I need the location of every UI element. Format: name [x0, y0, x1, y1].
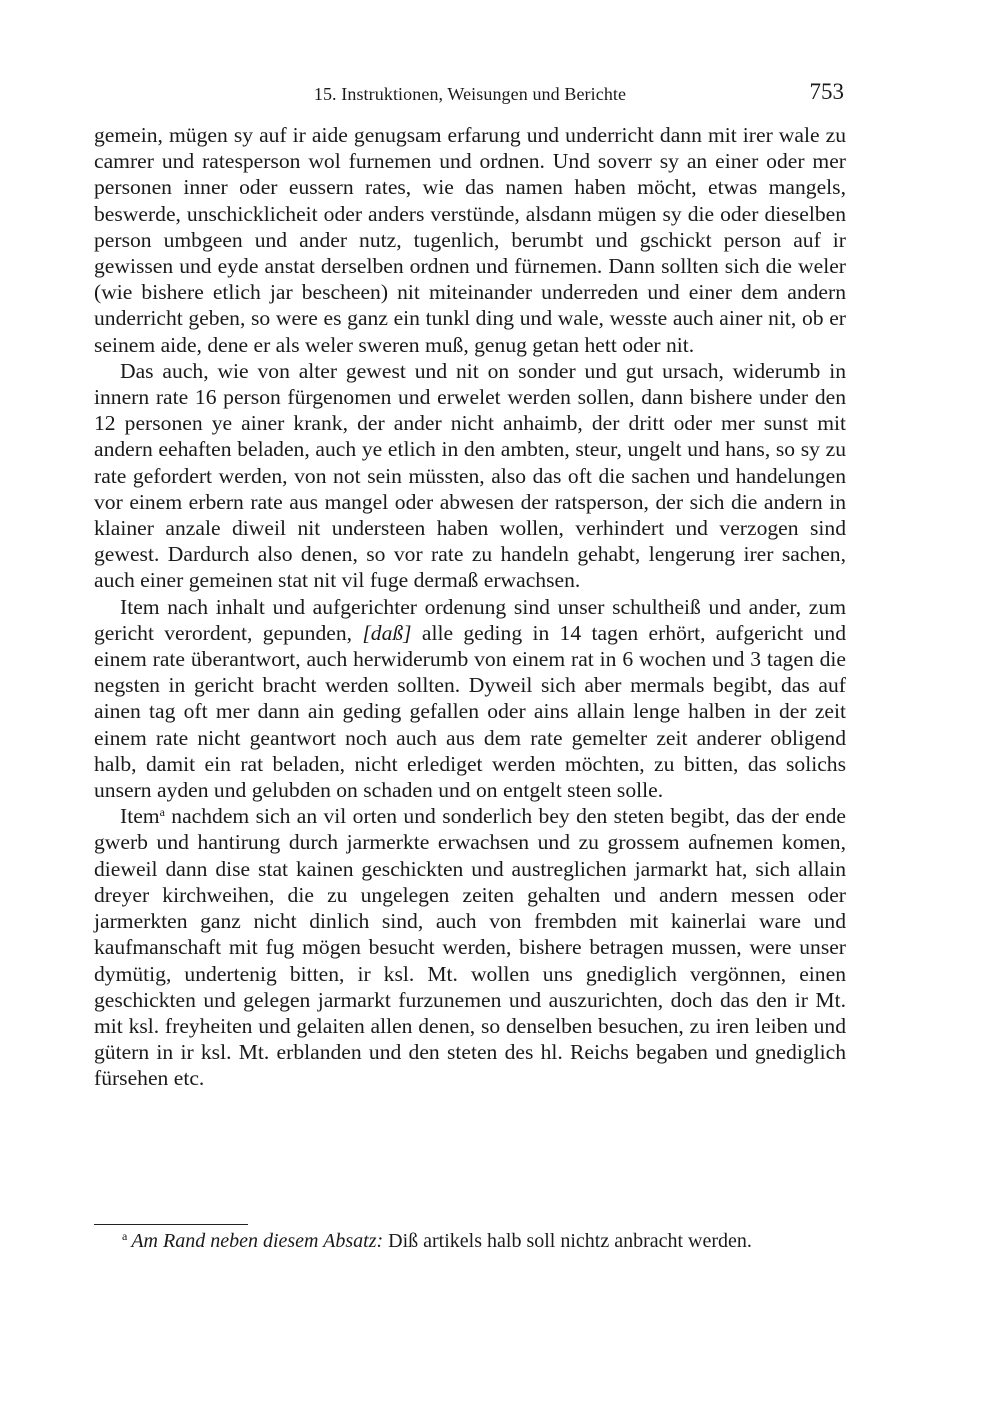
paragraph-4-text: nachdem sich an vil orten und sonderlich bey den steten begibt, das der ende gwerb und hantirung durch jarmerkte erwachsen und zu grossem aufnemen komen, dieweil dann dise stat kainen geschickten und austreglichen jarmarkt hat, sich allain dreyer kirchweihen, die zu ungelegen zeiten gehalten und andern messen oder jarmerkten ganz nicht dinlich sind, auch von frembden mit kainerlai ware und kaufmanschaft mit fug mögen besucht werden, bishere betragen mussen, were unser dymütig, undertenig bitten, ir ksl. Mt. wollen uns gnediglich vergönnen, einen geschickten und gelegen jarmarkt furzunemen und auszurichten, doch das den ir Mt. mit ksl. freyheiten und gelaiten allen denen, so denselben besuchen, zu iren leiben und gütern in ir ksl. Mt. erblanden und den steten des hl. Reichs begaben und gnediglich fürsehen etc.	[94, 804, 846, 1091]
paragraph-4-lead: Item	[120, 804, 160, 829]
footnote-mark: a	[122, 1229, 128, 1243]
footnote-separator	[94, 1224, 248, 1225]
paragraph-3	[94, 594, 846, 804]
footnote-reference: a	[159, 805, 165, 820]
paragraph-2: Das auch, wie von alter gewest und nit on sonder und gut ursach, widerumb in innern rate 16 person fürgenomen und erwelet werden sollen, dann bishere under den 12 personen ye ainer krank, der ander nicht anhaimb, der dritt oder mer sunst mit andern eehaften beladen, auch ye etlich in den ambten, steur, ungelt und hans, so sy zu rate gefordert werden, von not sein müssten, also das oft die sachen und handelungen vor einem erbern rate aus mangel oder abwesen der ratsperson, der sich die andern in klainer anzale diweil nit understeen haben wollen, verhindert und verzogen sind gewest. Dardurch also denen, so vor rate zu handeln gehabt, lengerung irer sachen, auch einer gemeinen stat nit vil fuge dermaß erwachsen.	[94, 358, 846, 593]
footnote-text: Diß artikels halb soll nichtz anbracht werden.	[388, 1230, 752, 1252]
paragraph-3-text-after: alle geding in 14 tagen erhört, aufgericht und einem rate überantwort, auch herwiderumb von einem rat in 6 wochen und 3 tagen die negsten in gericht bracht werden sollten. Dyweil sich aber mermals begibt, das auf ainen tag oft mer dann ain geding gefallen oder ains allain lenge halben in der zeit einem rate nicht geantwort noch auch aus dem rate gemelter zeit anderer obligend halb, damit ein rat beladen, nicht erlediget werden möchten, zu bitten, das solichs unsern ayden und gelubden on schaden und on entgelt steen solle.	[94, 620, 846, 803]
footnote-italic: Am Rand neben diesem Absatz:	[131, 1230, 384, 1252]
editorial-insertion: [daß]	[362, 620, 412, 645]
running-title: 15. Instruktionen, Weisungen und Berichte	[313, 84, 627, 104]
running-head	[94, 80, 846, 108]
footnote	[122, 1228, 842, 1254]
page-number: 753	[809, 79, 844, 104]
paragraph-3-text-before: Item nach inhalt und aufgerichter ordenung sind unser schultheiß und ander, zum gericht verordent, gepunden,	[94, 594, 846, 645]
document-page	[94, 0, 846, 1418]
paragraph-1: gemein, mügen sy auf ir aide genugsam erfarung und underricht dann mit irer wale zu camrer und ratesperson wol furnemen und ordnen. Und soverr sy an einer oder mer personen inner oder eussern rates, wie das namen haben möcht, etwas mangels, beswerde, unschicklicheit oder anders verstünde, alsdann mügen sy die oder dieselben person umbgeen und ander nutz, tugenlich, berumbt und gschickt person auf ir gewissen und eyde anstat derselben ordnen und fürnemen. Dann sollten sich die weler (wie bishere etlich jar bescheen) nit miteinander underreden und einer dem andern underricht geben, so were es ganz ein tunkl ding und wale, wesste auch ainer nit, ob er seinem aide, dene er als weler sweren muß, genug getan hett oder nit.	[94, 123, 846, 357]
paragraph-4	[94, 803, 846, 1091]
body-text	[94, 122, 846, 1092]
